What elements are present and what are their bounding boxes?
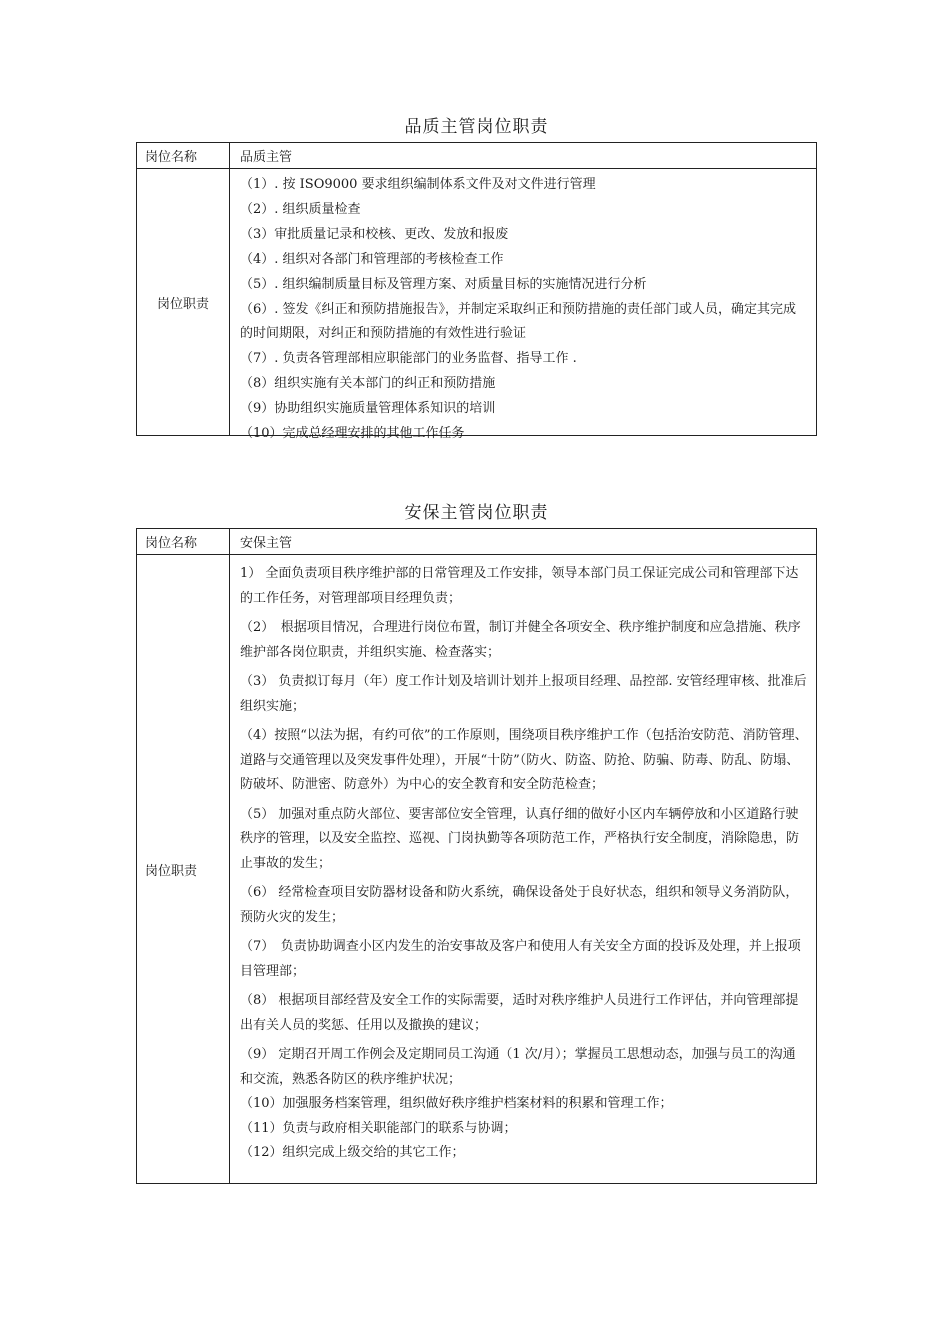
security-name-value: 安保主管 xyxy=(230,529,817,555)
quality-duty-item: （4）. 组织对各部门和管理部的考核检查工作 xyxy=(240,251,504,267)
security-duty-row xyxy=(137,555,817,1184)
security-name-row xyxy=(137,529,817,555)
security-duty-item: （11）负责与政府相关职能部门的联系与协调； xyxy=(240,1120,517,1136)
security-name-label: 岗位名称 xyxy=(137,529,230,555)
security-section xyxy=(136,502,817,1184)
quality-duty-item: （9）协助组织实施质量管理体系知识的培训 xyxy=(240,401,496,417)
security-duty-item: （12）组织完成上级交给的其它工作； xyxy=(240,1145,465,1160)
security-duty-item: （5） 加强对重点防火部位、要害部位安全管理，认真仔细的做好小区内车辆停放和小区道路行驶秩序的管理，以及安全监控、巡视、门岗执勤等各项防范工作，严格执行安全制度，消除隐患，防止事故的发生； xyxy=(240,806,800,871)
quality-duty-item: （10）完成总经理安排的其他工作任务 xyxy=(240,426,465,442)
quality-table xyxy=(136,142,817,442)
security-duty-item: （10）加强服务档案管理，组织做好秩序维护档案材料的积累和管理工作； xyxy=(240,1096,673,1111)
quality-section xyxy=(136,116,817,442)
security-duty-item: （4）按照“以法为据，有约可依”的工作原则，围绕项目秩序维护工作（包括治安防范、消防管理、道路与交通管理以及突发事件处理），开展“十防”（防火、防盗、防抢、防骗、防毒、防乱、防塌、防破坏、防泄密、防意外）为中心的安全教育和安全防范检查； xyxy=(240,728,808,792)
security-duty-cell xyxy=(230,555,817,1184)
quality-name-value: 品质主管 xyxy=(230,143,817,169)
security-duty-item: （3） 负责拟订每月（年）度工作计划及培训计划并上报项目经理、品控部. 安管经理审核、批准后组织实施； xyxy=(240,674,807,714)
security-duty-item: （8） 根据项目部经营及安全工作的实际需要，适时对秩序维护人员进行工作评估，并向管理部提出有关人员的奖惩、任用以及撤换的建议； xyxy=(240,993,799,1033)
quality-duty-item: （7）. 负责各管理部相应职能部门的业务监督、指导工作 . xyxy=(240,351,577,367)
quality-name-row xyxy=(137,143,817,169)
quality-title: 品质主管岗位职责 xyxy=(404,117,549,137)
security-duty-item: 1） 全面负责项目秩序维护部的日常管理及工作安排，领导本部门员工保证完成公司和管理部下达的工作任务，对管理部项目经理负责； xyxy=(240,566,799,606)
quality-duty-item: （3）审批质量记录和校核、更改、发放和报废 xyxy=(240,226,509,242)
security-title: 安保主管岗位职责 xyxy=(404,503,549,523)
security-table xyxy=(136,528,817,1184)
quality-name-label: 岗位名称 xyxy=(137,143,230,169)
security-duty-item: （6） 经常检查项目安防器材设备和防火系统，确保设备处于良好状态，组织和领导义务消防队，预防火灾的发生； xyxy=(240,885,799,925)
quality-duty-item: （1）. 按 ISO9000 要求组织编制体系文件及对文件进行管理 xyxy=(240,177,596,192)
security-duty-item: （2） 根据项目情况，合理进行岗位布置，制订并健全各项安全、秩序维护制度和应急措施、秩序维护部各岗位职责，并组织实施、检查落实； xyxy=(240,620,801,660)
quality-duty-item: （2）. 组织质量检查 xyxy=(240,201,361,217)
quality-duty-label: 岗位职责 xyxy=(137,169,230,436)
security-duty-item: （9） 定期召开周工作例会及定期同员工沟通（1 次/月）；掌握员工思想动态，加强与员工的沟通和交流，熟悉各防区的秩序维护状况； xyxy=(240,1047,796,1087)
quality-duty-item: （5）. 组织编制质量目标及管理方案、对质量目标的实施情况进行分析 xyxy=(240,276,647,292)
quality-duty-cell xyxy=(230,169,817,442)
quality-duty-item: （6）. 签发《纠正和预防措施报告》，并制定采取纠正和预防措施的责任部门或人员，确定其完成的时间期限，对纠正和预防措施的有效性进行验证 xyxy=(240,301,797,342)
quality-duty-item: （8）组织实施有关本部门的纠正和预防措施 xyxy=(240,376,496,392)
security-duty-item: （7） 负责协助调查小区内发生的治安事故及客户和使用人有关安全方面的投诉及处理，并上报项目管理部； xyxy=(240,939,801,979)
quality-duty-row xyxy=(137,169,817,436)
security-duty-label: 岗位职责 xyxy=(137,555,230,1184)
